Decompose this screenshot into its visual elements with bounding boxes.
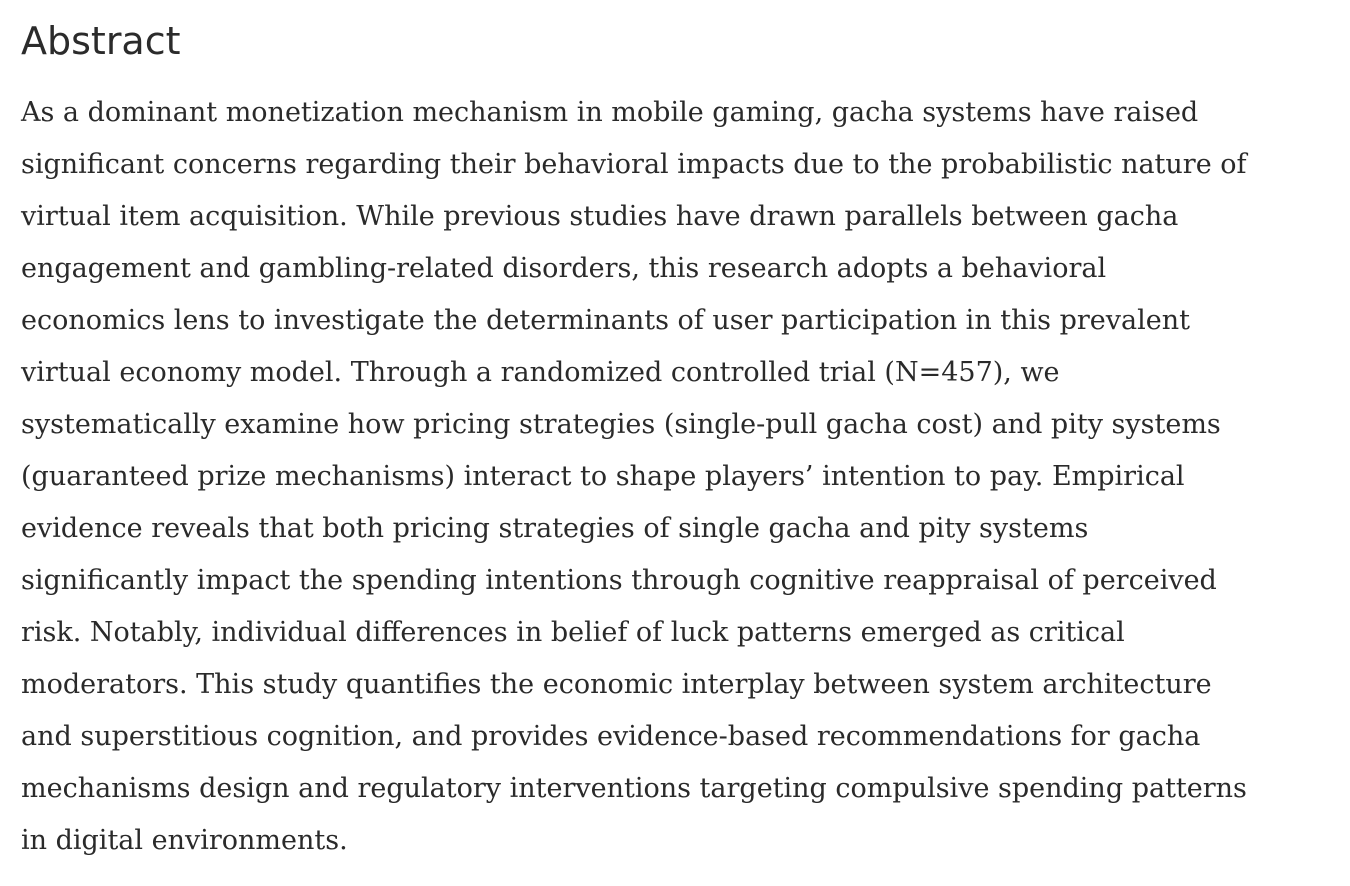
abstract-line: significant concerns regarding their behavioral impacts due to the probabilistic nature of [21,149,1247,180]
abstract-line: and superstitious cognition, and provides evidence-based recommendations for gacha [21,721,1201,752]
abstract-line: economics lens to investigate the determinants of user participation in this prevalent [21,305,1190,336]
abstract-line: systematically examine how pricing strategies (single-pull gacha cost) and pity systems [21,409,1221,440]
abstract-body [21,87,1331,867]
abstract-line: virtual economy model. Through a randomized controlled trial (N=457), we [21,357,1060,388]
abstract-line: (guaranteed prize mechanisms) interact to shape players’ intention to pay. Empirical [21,461,1185,492]
abstract-line: evidence reveals that both pricing strategies of single gacha and pity systems [21,513,1089,544]
abstract-section [21,0,1331,867]
abstract-line: As a dominant monetization mechanism in mobile gaming, gacha systems have raised [21,97,1199,128]
abstract-line: significantly impact the spending intentions through cognitive reappraisal of perceived [21,565,1217,596]
abstract-line: mechanisms design and regulatory interventions targeting compulsive spending patterns [21,773,1247,804]
abstract-line: engagement and gambling-related disorders, this research adopts a behavioral [21,253,1107,284]
abstract-line: virtual item acquisition. While previous studies have drawn parallels between gacha [21,201,1179,232]
abstract-line: risk. Notably, individual differences in belief of luck patterns emerged as critical [21,617,1125,648]
abstract-heading: Abstract [21,19,181,63]
abstract-line: moderators. This study quantifies the economic interplay between system architecture [21,669,1212,700]
abstract-line: in digital environments. [21,825,348,856]
